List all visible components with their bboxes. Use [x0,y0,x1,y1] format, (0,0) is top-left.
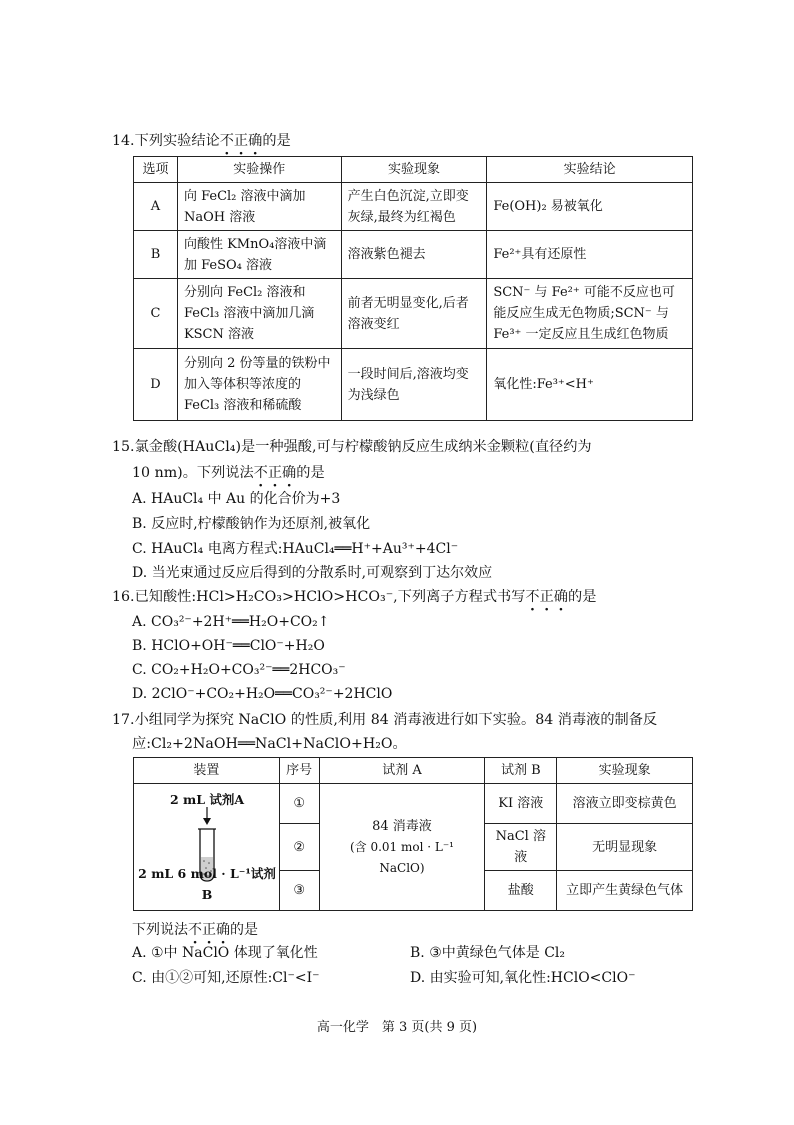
option-cell: B [134,231,178,279]
q17-option-b: B. ③中黄绿色气体是 Cl₂ [410,945,565,961]
reagent-b-cell: NaCl 溶液 [485,824,557,871]
phenomenon-cell: 前者无明显变化,后者溶液变红 [341,279,487,349]
reagent-a-label: 2 mL 试剂A [169,792,245,807]
q16-option-d: D. 2ClO⁻+CO₂+H₂O══CO₃²⁻+2HClO [132,686,393,702]
conclusion-cell: Fe(OH)₂ 易被氧化 [487,183,693,231]
phenomenon-cell: 溶液紫色褪去 [341,231,487,279]
phenomenon-cell: 一段时间后,溶液均变为浅绿色 [341,349,487,421]
conclusion-cell: 氧化性:Fe³⁺<H⁺ [487,349,693,421]
page-footer: 高一化学 第 3 页(共 9 页) [316,1020,478,1035]
row-number: ③ [279,871,319,911]
q16-option-c: C. CO₂+H₂O+CO₃²⁻══2HCO₃⁻ [132,662,346,678]
header-cell: 实验结论 [487,157,693,183]
operation-cell: 分别向 2 份等量的铁粉中加入等体积等浓度的 FeCl₃ 溶液和稀硫酸 [177,349,341,421]
q15-option-b: B. 反应时,柠檬酸钠作为还原剂,被氧化 [132,516,371,532]
q15-option-a: A. HAuCl₄ 中 Au 的化合价为+3 [132,491,341,507]
q16-stem: 16.已知酸性:HCl>H₂CO₃>HClO>HCO₃⁻,下列离子方程式书写不正确的是 [112,589,597,605]
header-cell: 实验现象 [557,758,693,784]
phenomenon-cell: 溶液立即变棕黄色 [557,784,693,824]
table-row [134,784,693,824]
table-row [134,279,693,349]
operation-cell: 向 FeCl₂ 溶液中滴加 NaOH 溶液 [177,183,341,231]
operation-cell: 分别向 FeCl₂ 溶液和 FeCl₃ 溶液中滴加几滴 KSCN 溶液 [177,279,341,349]
q16-option-a: A. CO₃²⁻+2H⁺══H₂O+CO₂↑ [132,614,330,630]
conclusion-cell: SCN⁻ 与 Fe²⁺ 可能不反应也可能反应生成无色物质;SCN⁻ 与 Fe³⁺ 一定反应且生成红色物质 [487,279,693,349]
phenomenon-cell: 无明显现象 [557,824,693,871]
q17-option-c: C. 由①②可知,还原性:Cl⁻<I⁻ [132,970,320,986]
q17-option-a: A. ①中 NaClO 体现了氧化性 [132,945,318,961]
q17-substem: 下列说法不正确的是 [132,922,258,938]
apparatus-cell [134,784,280,911]
reagent-a-concentration: (含 0.01 mol · L⁻¹ NaClO) [349,839,454,875]
q17-option-d: D. 由实验可知,氧化性:HClO<ClO⁻ [410,970,636,986]
q17-header-row [134,758,693,784]
q14-table [133,156,693,421]
option-cell: A [134,183,178,231]
q14-header-row [134,157,693,183]
header-cell: 选项 [134,157,178,183]
q14-stem: 14.下列实验结论不正确的是 [112,133,291,149]
header-cell: 序号 [279,758,319,784]
reagent-a-cell [319,784,485,911]
row-number: ① [279,784,319,824]
reagent-b-cell: KI 溶液 [485,784,557,824]
header-cell: 实验现象 [341,157,487,183]
q17-stem-line1: 17.小组同学为探究 NaClO 的性质,利用 84 消毒液进行如下实验。84 消毒液的制备反 [112,712,658,728]
q16-option-b: B. HClO+OH⁻══ClO⁻+H₂O [132,638,325,654]
q15-stem-line2: 10 nm)。下列说法不正确的是 [132,465,325,481]
operation-cell: 向酸性 KMnO₄溶液中滴加 FeSO₄ 溶液 [177,231,341,279]
table-row [134,183,693,231]
header-cell: 实验操作 [177,157,341,183]
q15-option-c: C. HAuCl₄ 电离方程式:HAuCl₄══H⁺+Au³⁺+4Cl⁻ [132,541,459,557]
reagent-b-cell: 盐酸 [485,871,557,911]
q15-stem-line1: 15.氯金酸(HAuCl₄)是一种强酸,可与柠檬酸钠反应生成纳米金颗粒(直径约为 [112,439,592,455]
option-cell: C [134,279,178,349]
reagent-a-name: 84 消毒液 [372,818,432,834]
conclusion-cell: Fe²⁺具有还原性 [487,231,693,279]
option-cell: D [134,349,178,421]
apparatus-figure [134,785,279,909]
q17-table [133,757,693,911]
phenomenon-cell: 产生白色沉淀,立即变灰绿,最终为红褐色 [341,183,487,231]
phenomenon-cell: 立即产生黄绿色气体 [557,871,693,911]
q15-option-d: D. 当光束通过反应后得到的分散系时,可观察到丁达尔效应 [132,565,493,581]
header-cell: 试剂 A [319,758,485,784]
row-number: ② [279,824,319,871]
table-row [134,349,693,421]
q17-stem-line2: 应:Cl₂+2NaOH══NaCl+NaClO+H₂O。 [132,736,407,752]
header-cell: 试剂 B [485,758,557,784]
table-row [134,231,693,279]
reagent-b-label: 2 mL 6 mol · L⁻¹试剂B [138,866,276,902]
header-cell: 装置 [134,758,280,784]
